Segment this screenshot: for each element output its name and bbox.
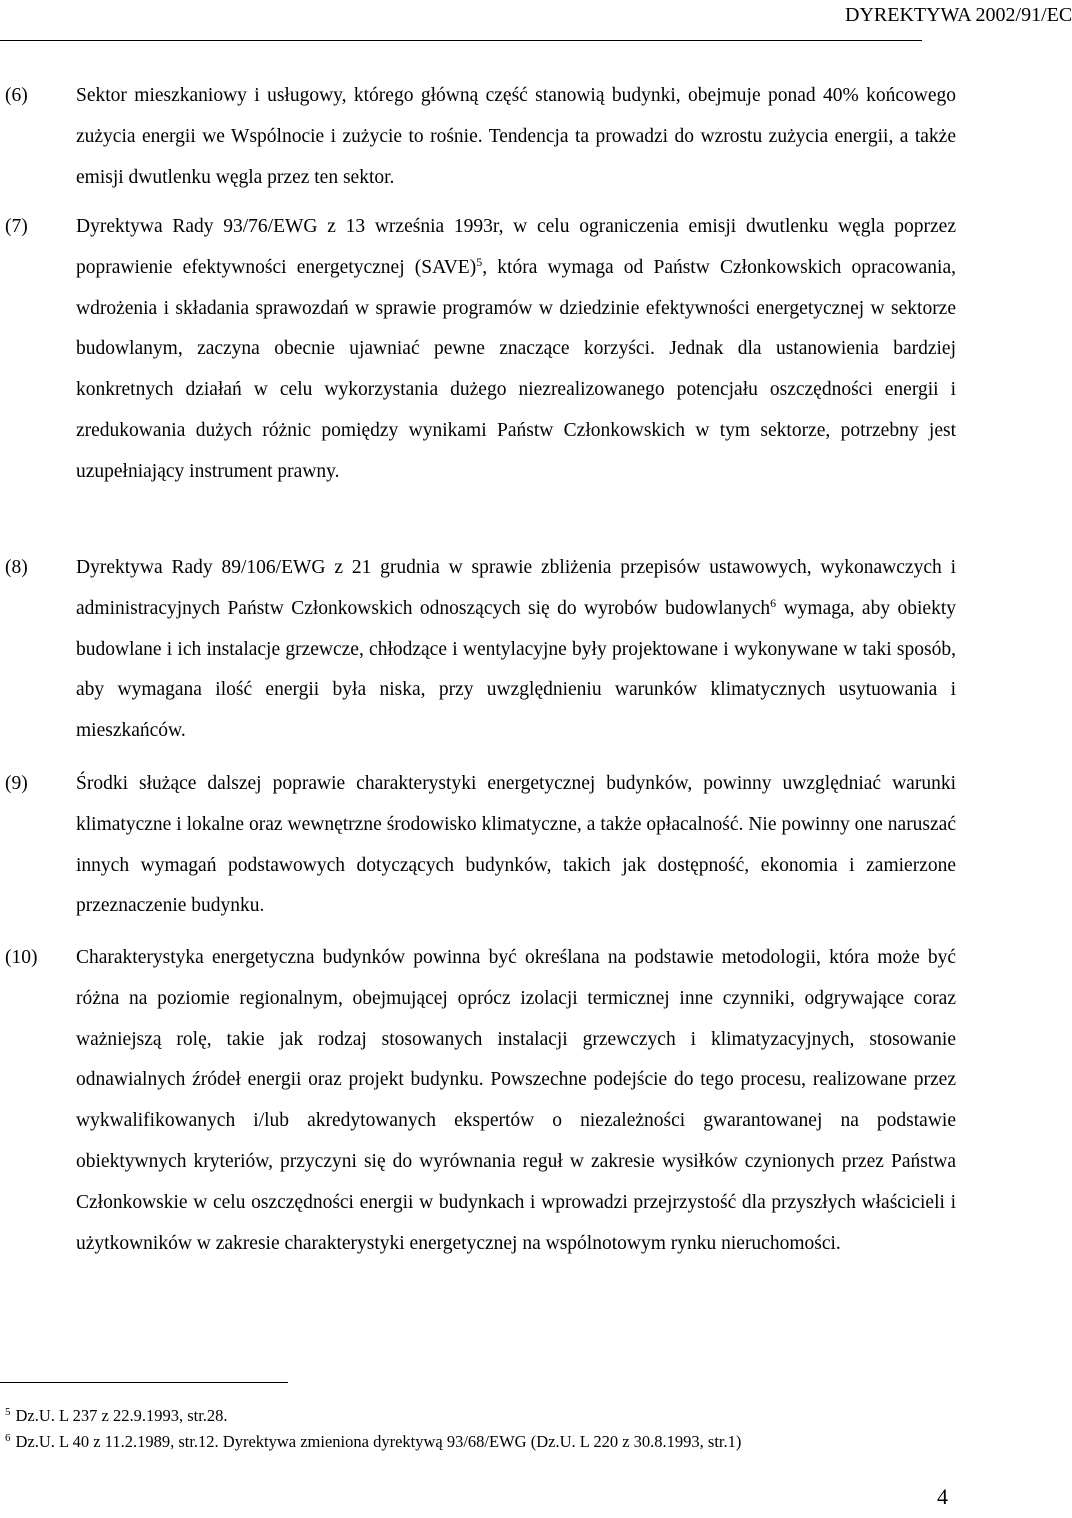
- page-header: [0, 0, 1072, 44]
- document-title: DYREKTYWA 2002/91/EC: [845, 4, 1072, 26]
- recital-text: Charakterystyka energetyczna budynków powinna być określana na podstawie metodologii, która może być różna na poziomie regionalnym, obejmującej oprócz izolacji termicznej inne czynniki, odgrywające coraz ważniejszą rolę, takie jak rodzaj stosowanych instalacji grzewczych i klimatyzacyjnych, stosowanie odnawialnych źródeł energii oraz projekt budynku. Powszechne podejście do tego procesu, realizowane przez wykwalifikowanych i/lub akredytowanych ekspertów o niezależności gwarantowanej na podstawie obiektywnych kryteriów, przyczyni się do wyrównania reguł w zakresie wysiłków czynionych przez Państwa Członkowskie w celu oszczędności energii w budynkach i wprowadzi przejrzystość dla przyszłych właścicieli i użytkowników w zakresie charakterystyki energetycznej na wspólnotowym rynku nieruchomości.: [76, 947, 956, 1254]
- recital-number: (7): [5, 216, 28, 237]
- recital-text-part: Dyrektywa Rady 93/76/EWG z 13 września 1993r, w celu ograniczenia emisji dwutlenku węgla poprzez poprawienie efektywności energetycznej (SAVE): [76, 216, 956, 278]
- recital-number: (9): [5, 773, 28, 794]
- recital-text-part: wymaga, aby obiekty budowlane i ich instalacje grzewcze, chłodzące i wentylacyjne były projektowane i wykonywane w taki sposób, aby wymagana ilość energii była niska, przy uwzględnieniu warunków klimatycznych usytuowania i mieszkańców.: [76, 597, 956, 742]
- footnote-6: [5, 1431, 741, 1453]
- footnote-reference: 6: [770, 595, 777, 610]
- recital-text: [76, 548, 956, 752]
- recital-text: [76, 207, 956, 493]
- footnote-text: Dz.U. L 237 z 22.9.1993, str.28.: [15, 1406, 228, 1425]
- footnote-text: Dz.U. L 40 z 11.2.1989, str.12. Dyrektywa zmieniona dyrektywą 93/68/EWG (Dz.U. L 220 z 30.8.1993, str.1): [15, 1432, 742, 1451]
- recital-number: (8): [5, 557, 28, 578]
- recital-text-part: Dyrektywa Rady 89/106/EWG z 21 grudnia w sprawie zbliżenia przepisów ustawowych, wykonawczych i administracyjnych Państw Członkowskich odnoszących się do wyrobów budowlanych: [76, 557, 956, 619]
- footnote-divider: [0, 1382, 288, 1383]
- footnote-5: [5, 1405, 228, 1427]
- recital-text: Środki służące dalszej poprawie charakterystyki energetycznej budynków, powinny uwzględniać warunki klimatyczne i lokalne oraz wewnętrzne środowisko klimatyczne, a także opłacalność. Nie powinny one naruszać innych wymagań podstawowych dotyczących budynków, takich jak dostępność, ekonomia i zamierzone przeznaczenie budynku.: [76, 773, 956, 917]
- page-number: 4: [937, 1484, 948, 1509]
- recital-text: Sektor mieszkaniowy i usługowy, którego główną część stanowią budynki, obejmuje ponad 40% końcowego zużycia energii we Wspólnocie i zużycie to rośnie. Tendencja ta prowadzi do wzrostu zużycia energii, a także emisji dwutlenku węgla przez ten sektor.: [76, 85, 956, 188]
- recital-number: (6): [5, 85, 28, 106]
- footnote-reference: 5: [476, 254, 483, 269]
- footnote-number: 5: [5, 1405, 11, 1418]
- recital-text-part: , która wymaga od Państw Członkowskich opracowania, wdrożenia i składania sprawozdań w sprawie programów w dziedzinie efektywności energetycznej w sektorze budowlanym, zaczyna obecnie ujawniać pewne znaczące korzyści. Jednak dla ustanowienia bardziej konkretnych działań w celu wykorzystania dużego niezrealizowanego potencjału oszczędności energii i zredukowania dużych różnic pomiędzy wynikami Państw Członkowskich w tym sektorze, potrzebny jest uzupełniający instrument prawny.: [76, 256, 956, 482]
- header-divider: [0, 40, 922, 41]
- footnote-number: 6: [5, 1431, 11, 1444]
- recital-number: (10): [5, 947, 38, 968]
